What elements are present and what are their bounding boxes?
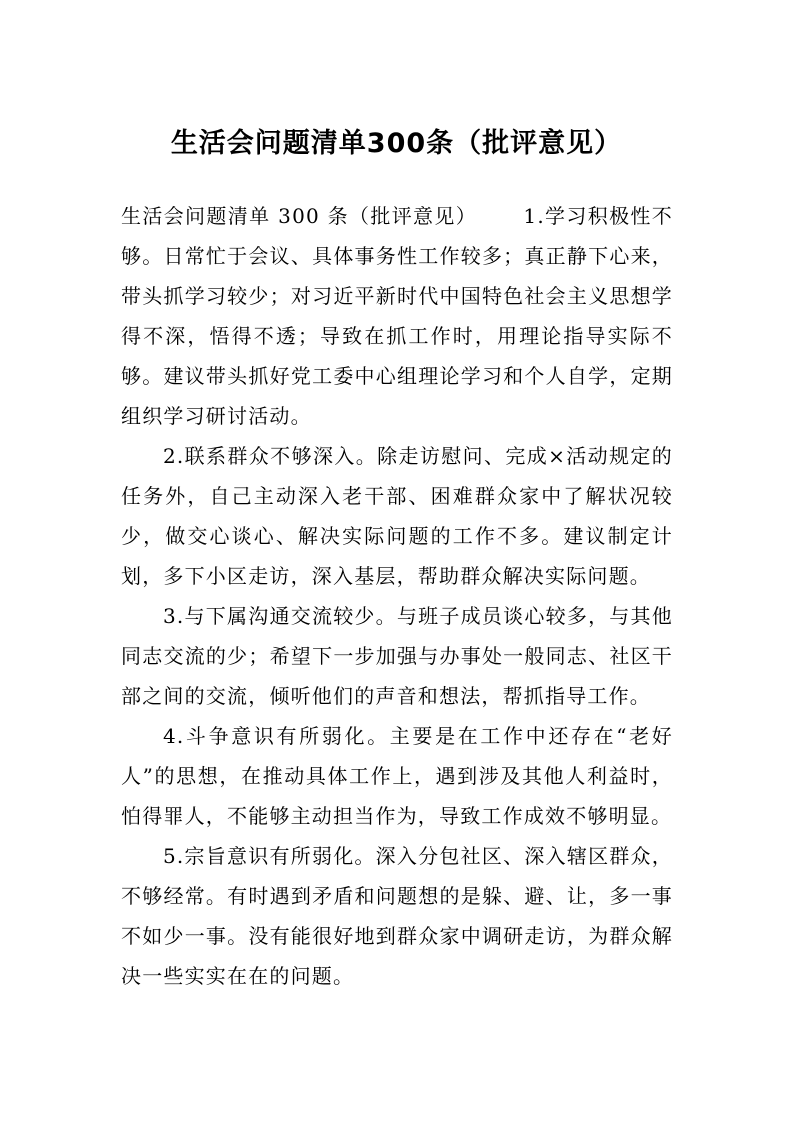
lead-title: 生活会问题清单 300 条（批评意见） bbox=[121, 204, 478, 228]
lead-gap bbox=[477, 204, 523, 228]
paragraph-1 bbox=[121, 196, 673, 436]
document-body bbox=[121, 196, 673, 996]
paragraph-4: 4.斗争意识有所弱化。主要是在工作中还存在“老好人”的思想，在推动具体工作上，遇到涉及其他人利益时，怕得罪人，不能够主动担当作为，导致工作成效不够明显。 bbox=[121, 724, 673, 828]
paragraph-3: 3.与下属沟通交流较少。与班子成员谈心较多，与其他同志交流的少；希望下一步加强与办事处一般同志、社区干部之间的交流，倾听他们的声音和想法，帮抓指导工作。 bbox=[121, 604, 673, 708]
paragraph-5: 5.宗旨意识有所弱化。深入分包社区、深入辖区群众，不够经常。有时遇到矛盾和问题想的是躲、避、让，多一事不如少一事。没有能很好地到群众家中调研走访，为群众解决一些实实在在的问题。 bbox=[121, 844, 673, 988]
paragraph-2: 2.联系群众不够深入。除走访慰问、完成×活动规定的任务外，自己主动深入老干部、困难群众家中了解状况较少，做交心谈心、解决实际问题的工作不多。建议制定计划，多下小区走访，深入基层，帮助群众解决实际问题。 bbox=[121, 444, 673, 588]
document-title: 生活会问题清单300条（批评意见） bbox=[170, 128, 623, 159]
paragraph-1-text: 1.学习积极性不够。日常忙于会议、具体事务性工作较多；真正静下心来，带头抓学习较少；对习近平新时代中国特色社会主义思想学得不深，悟得不透；导致在抓工作时，用理论指导实际不够。建议带头抓好党工委中心组理论学习和个人自学，定期组织学习研讨活动。 bbox=[121, 204, 673, 428]
